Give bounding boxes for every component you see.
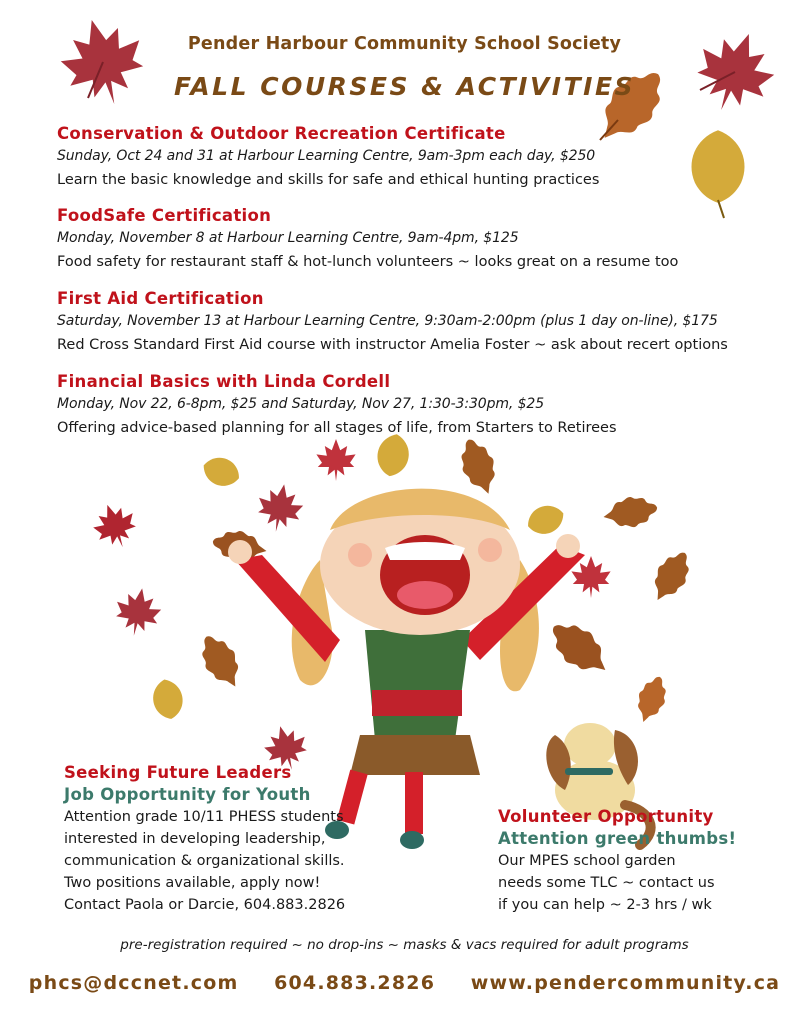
volunteer-line: needs some TLC ~ contact us <box>498 875 715 891</box>
volunteer-section <box>498 806 778 916</box>
leaders-line: Contact Paola or Darcie, 604.883.2826 <box>64 897 346 913</box>
course-description: Learn the basic knowledge and skills for safe and ethical hunting practices <box>57 172 600 188</box>
aspen-leaf-icon <box>523 500 568 539</box>
aspen-leaf-icon <box>150 677 186 721</box>
course-item <box>57 206 777 278</box>
maple-leaf-icon <box>112 584 164 639</box>
leaders-line: Attention grade 10/11 PHESS students <box>64 809 344 825</box>
course-details: Sunday, Oct 24 and 31 at Harbour Learning Centre, 9am-3pm each day, $250 <box>57 148 596 164</box>
course-item <box>57 372 777 444</box>
course-description: Food safety for restaurant staff & hot-lunch volunteers ~ looks great on a resume too <box>57 254 679 270</box>
leaders-line: Two positions available, apply now! <box>64 875 321 891</box>
course-details: Monday, Nov 22, 6-8pm, $25 and Saturday, Nov 27, 1:30-3:30pm, $25 <box>57 396 545 412</box>
course-details: Saturday, November 13 at Harbour Learning Centre, 9:30am-2:00pm (plus 1 day on-line), $175 <box>57 313 718 329</box>
course-item <box>57 124 777 196</box>
leaders-line: communication & organizational skills. <box>64 853 345 869</box>
volunteer-line: if you can help ~ 2-3 hrs / wk <box>498 897 712 913</box>
oak-leaf-icon <box>644 545 698 607</box>
registration-note: pre-registration required ~ no drop-ins ~ masks & vacs required for adult programs <box>120 937 689 953</box>
page-title: FALL COURSES & ACTIVITIES <box>173 72 636 101</box>
oak-leaf-icon <box>631 672 673 726</box>
maple-leaf-icon <box>88 498 143 555</box>
course-item <box>57 289 777 361</box>
aspen-leaf-icon <box>199 452 244 491</box>
organization-name: Pender Harbour Community School Society <box>187 34 622 54</box>
leaders-subheading: Job Opportunity for Youth <box>64 785 311 804</box>
oak-leaf-icon <box>542 612 618 684</box>
oak-leaf-icon <box>601 493 660 532</box>
leaders-line: interested in developing leadership, <box>64 831 326 847</box>
maple-leaf-icon <box>254 480 306 535</box>
course-title: First Aid Certification <box>57 289 264 308</box>
course-title: Conservation & Outdoor Recreation Certificate <box>57 124 506 143</box>
course-title: FoodSafe Certification <box>57 206 272 225</box>
volunteer-heading: Volunteer Opportunity <box>498 807 714 826</box>
volunteer-line: Our MPES school garden <box>498 853 676 869</box>
course-details: Monday, November 8 at Harbour Learning Centre, 9am-4pm, $125 <box>57 230 519 246</box>
oak-leaf-icon <box>193 629 250 695</box>
contact-line: phcs@dccnet.com 604.883.2826 www.pendercommunity.ca <box>28 972 781 994</box>
course-title: Financial Basics with Linda Cordell <box>57 372 391 391</box>
volunteer-subheading: Attention green thumbs! <box>498 829 737 848</box>
course-description: Offering advice-based planning for all stages of life, from Starters to Retirees <box>57 420 617 436</box>
maple-leaf-icon <box>316 439 355 481</box>
leaders-section <box>64 762 384 916</box>
course-description: Red Cross Standard First Aid course with instructor Amelia Foster ~ ask about recert options <box>57 337 728 353</box>
leaders-heading: Seeking Future Leaders <box>64 763 292 782</box>
